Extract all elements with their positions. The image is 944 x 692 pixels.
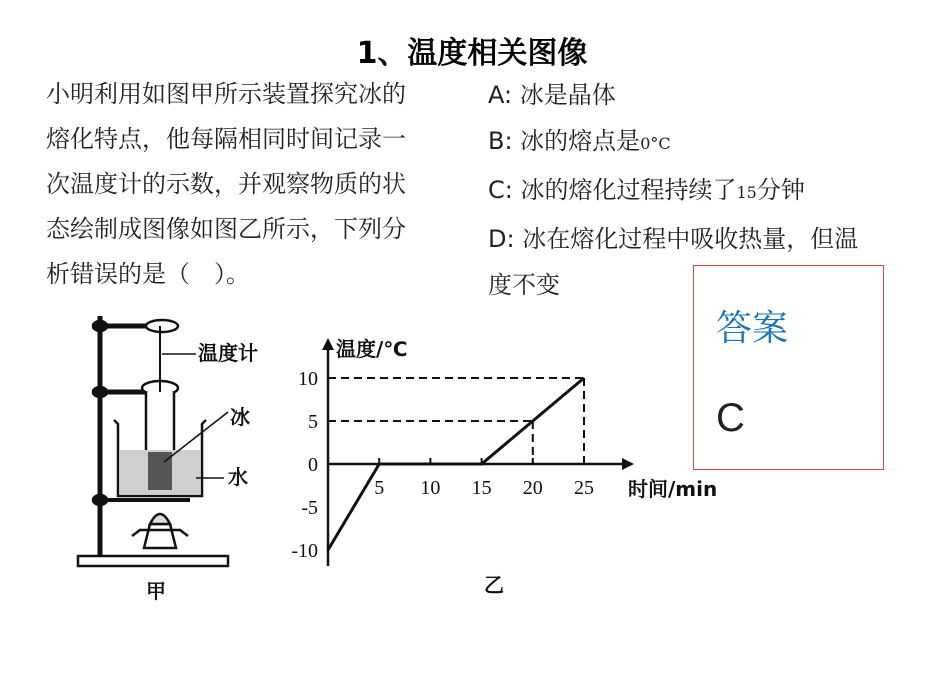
option-a: A: 冰是晶体 xyxy=(488,81,616,109)
water-label: 水 xyxy=(228,465,248,489)
ice-label: 冰 xyxy=(230,405,250,429)
answer-value: C xyxy=(716,396,745,440)
x-axis-label: 时间/min xyxy=(628,477,718,501)
option-d-line1: D: 冰在熔化过程中吸收热量，但温 xyxy=(488,225,859,253)
thermometer-holder xyxy=(146,320,178,332)
temperature-chart xyxy=(291,337,717,566)
option-b-value: 0°C xyxy=(640,134,671,153)
y-tick-label: 0 xyxy=(308,454,318,476)
question-line: 小明利用如图甲所示装置探究冰的 xyxy=(46,80,406,108)
question-line: 态绘制成图像如图乙所示，下列分 xyxy=(46,215,406,243)
x-tick-label: 5 xyxy=(374,477,385,499)
x-tick-label: 15 xyxy=(471,477,492,499)
y-tick-label: 5 xyxy=(308,411,318,433)
chart-caption: 乙 xyxy=(484,573,504,597)
stand-base xyxy=(78,556,228,566)
option-c-value: 15 xyxy=(736,183,757,202)
y-tick-label: -5 xyxy=(301,497,318,519)
thermometer-label: 温度计 xyxy=(198,341,258,365)
question-line: 次温度计的示数，并观察物质的状 xyxy=(46,170,406,198)
option-c-suffix: 分钟 xyxy=(756,176,805,204)
x-axis-arrow-icon xyxy=(622,458,634,470)
answer-title: 答案 xyxy=(716,308,789,349)
option-d-line2: 度不变 xyxy=(488,271,560,299)
y-axis-label: 温度/℃ xyxy=(336,337,408,361)
burner-icon xyxy=(144,524,176,548)
flame-icon xyxy=(150,514,170,524)
y-axis-arrow-icon xyxy=(322,338,334,350)
option-b-text: B: 冰的熔点是 xyxy=(488,127,641,155)
y-tick-label: -10 xyxy=(291,540,318,562)
x-tick-label: 10 xyxy=(420,477,441,499)
clamp-knob xyxy=(93,387,107,397)
x-tick-label: 25 xyxy=(574,477,594,499)
apparatus-caption: 甲 xyxy=(146,579,166,603)
x-tick-label: 20 xyxy=(522,477,543,499)
y-tick-label: 10 xyxy=(298,368,318,390)
question-line: 熔化特点，他每隔相同时间记录一 xyxy=(46,125,406,153)
option-c-text: C: 冰的熔化过程持续了 xyxy=(488,176,737,204)
page-title: 1、温度相关图像 xyxy=(356,36,588,71)
clamp-knob xyxy=(93,495,107,505)
question-line: 析错误的是（ ）。 xyxy=(46,260,250,288)
clamp-knob xyxy=(93,321,107,331)
